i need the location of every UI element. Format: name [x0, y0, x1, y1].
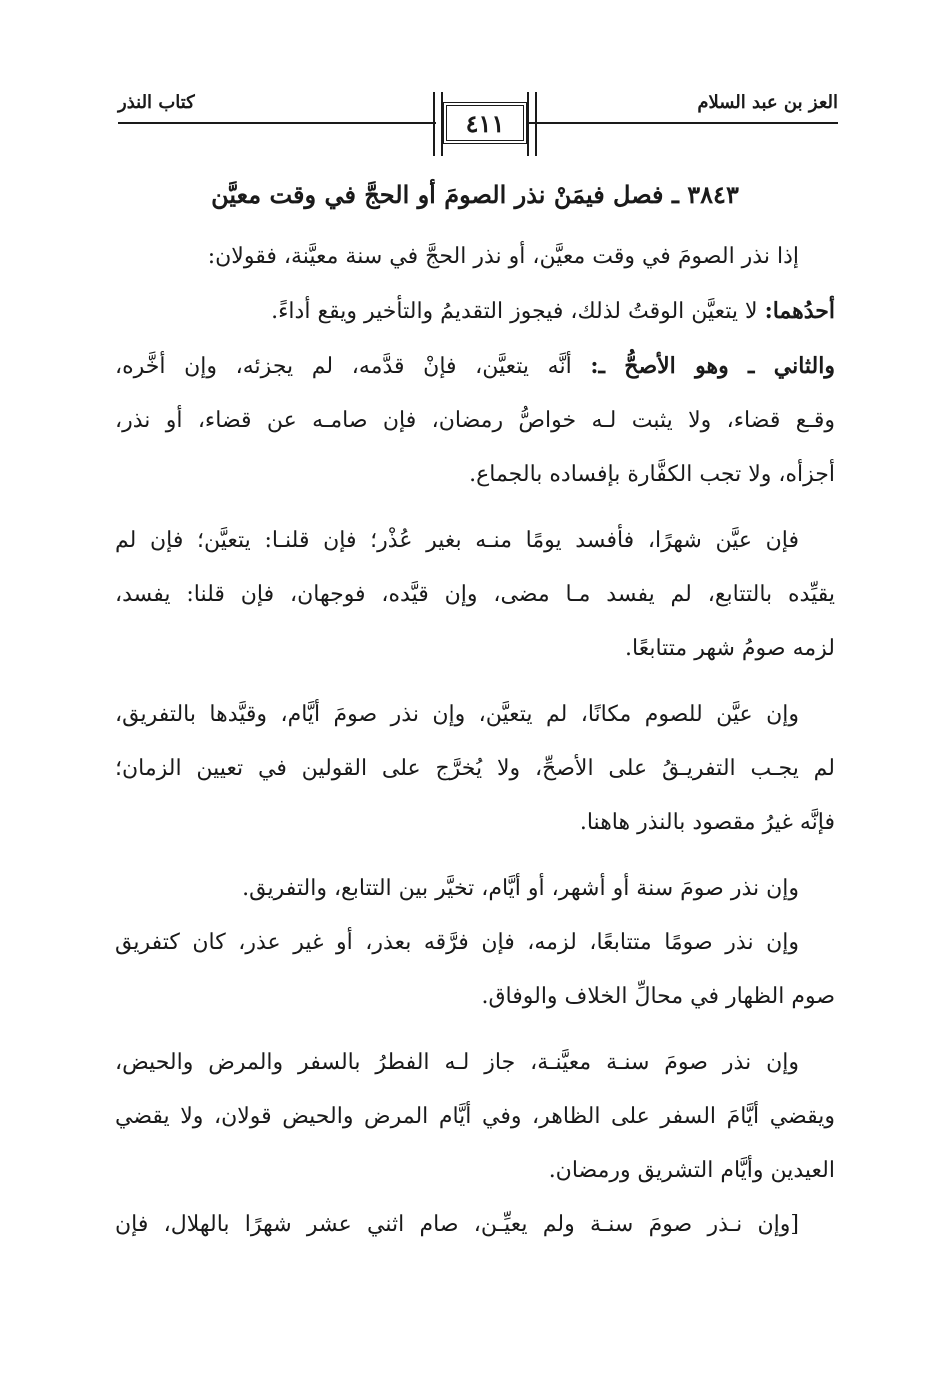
paragraph-line: فإن عيَّن شهرًا، فأفسد يومًا منـه بغير عُذْر؛ فإن قلنـا: يتعيَّن؛ فإن لم [115, 528, 799, 553]
running-head-book: كتاب النذر [118, 92, 195, 113]
bold-lead: والثاني ـ وهو الأصحُّ ـ: [590, 353, 836, 379]
page-number: ٤١١ [443, 102, 527, 144]
page-body [115, 172, 835, 1252]
line-text: أنَّه يتعيَّن، فإنْ قدَّمه، لم يجزئه، وإن أخَّره، [115, 354, 591, 379]
paragraph-line: لم يجـب التفريـقُ على الأصحِّ، ولا يُخرَّج على القولين في تعيين الزمان؛ [115, 756, 835, 781]
header-rule-left [118, 122, 436, 124]
bold-lead: أحدُهما: [764, 298, 835, 324]
paragraph-line: وإن نذر صومَ سنـة معيَّنـة، جاز لـه الفطرُ بالسفر والمرض والحيض، [115, 1050, 799, 1075]
running-head-author: العز بن عبد السلام [697, 92, 838, 113]
paragraph-line [115, 339, 835, 394]
header-rule-right [528, 122, 838, 124]
paragraph-line: أجزأه، ولا تجب الكفَّارة بإفساده بالجماع. [469, 462, 835, 487]
paragraph-line: صوم الظهار في محالِّ الخلاف والوفاق. [481, 984, 835, 1009]
paragraph-line: يقيِّده بالتتابع، لم يفسد مـا مضى، وإن قيَّده، فوجهان، فإن قلنا: يفسد، [115, 582, 835, 607]
paragraph-line [115, 284, 835, 339]
paragraph-line: ويقضي أيَّامَ السفر على الظاهر، وفي أيَّام المرض والحيض قولان، ولا يقضي [115, 1104, 835, 1129]
paragraph-line: لزمه صومُ شهر متتابعًا. [625, 636, 835, 661]
paragraph-line: العيدين وأيَّام التشريق ورمضان. [548, 1158, 835, 1183]
paragraph-line: فإنَّه غيرُ مقصود بالنذر هاهنا. [579, 810, 835, 835]
page-header [118, 82, 838, 162]
paragraph-line: إذا نذر الصومَ في وقت معيَّن، أو نذر الحجَّ في سنة معيَّنة، فقولان: [207, 244, 799, 269]
paragraph-line: وإن نذر صومًا متتابعًا، لزمه، فإن فرَّقه بعذر، أو غير عذر، كان كتفريق [115, 930, 799, 955]
line-text: لا يتعيَّن الوقتُ لذلك، فيجوز التقديمُ والتأخير ويقع أداءً. [271, 299, 765, 324]
paragraph-line: [وإن نـذر صومَ سنـة ولم يعيِّـن، صام اثني عشر شهرًا بالهلال، فإن [115, 1212, 799, 1237]
paragraph-line: وإن عيَّن للصوم مكانًا، لم يتعيَّن، وإن نذر صومَ أيَّام، وقيَّدها بالتفريق، [115, 702, 799, 727]
section-title: ٣٨٤٣ ـ فصل فيمَنْ نذر الصومَ أو الحجَّ في وقت معيَّن [211, 180, 739, 209]
paragraph-line: وقـع قضاء، ولا يثبت لـه خواصُّ رمضان، فإن صامـه عن قضاء، أو نذر، [115, 408, 835, 433]
paragraph-line: وإن نذر صومَ سنة أو أشهر، أو أيَّام، تخيَّر بين التتابع، والتفريق. [242, 876, 799, 901]
